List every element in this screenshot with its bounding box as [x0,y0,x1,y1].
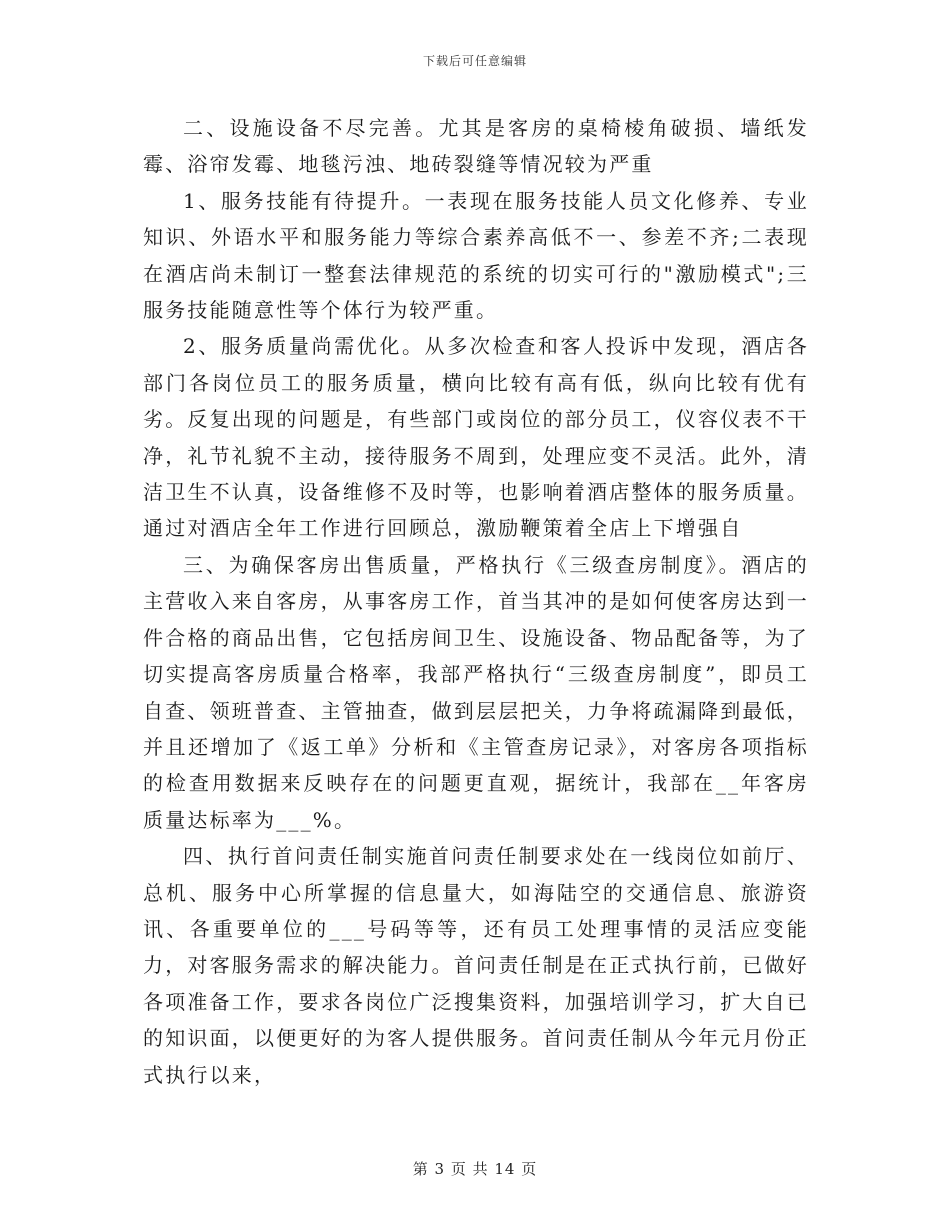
paragraph-service-quality: 2、服务质量尚需优化。从多次检查和客人投诉中发现，酒店各部门各岗位员工的服务质量，横向比较有高有低，纵向比较有优有劣。反复出现的问题是，有些部门或岗位的部分员工，仪容仪表不干净，礼节礼貌不主动，接待服务不周到，处理应变不灵活。此外，清洁卫生不认真，设备维修不及时等，也影响着酒店整体的服务质量。通过对酒店全年工作进行回顾总，激励鞭策着全店上下增强自 [143,334,809,541]
paragraph-room-inspection: 三、为确保客房出售质量，严格执行《三级查房制度》。酒店的主营收入来自客房，从事客房工作，首当其冲的是如何使客房达到一件合格的商品出售，它包括房间卫生、设施设备、物品配备等，为了切实提高客房质量合格率，我部严格执行“三级查房制度”，即员工自查、领班普查、主管抽查，做到层层把关，力争将疏漏降到最低，并且还增加了《返工单》分析和《主管查房记录》，对客房各项指标的检查用数据来反映存在的问题更直观，据统计，我部在__年客房质量达标率为___%。 [143,552,809,832]
page-header: 下载后可任意编辑 [422,54,527,68]
paragraph-service-skills: 1、服务技能有待提升。一表现在服务技能人员文化修养、专业知识、外语水平和服务能力等综合素养高低不一、参差不齐;二表现在酒店尚未制订一整套法律规范的系统的切实可行的"激励模式";三服务技能随意性等个体行为较严重。 [143,188,809,323]
paragraph-facilities: 二、设施设备不尽完善。尤其是客房的桌椅棱角破损、墙纸发霉、浴帘发霉、地毯污浊、地砖裂缝等情况较为严重 [143,116,809,177]
paragraph-first-inquiry: 四、执行首问责任制实施首问责任制要求处在一线岗位如前厅、总机、服务中心所掌握的信息量大，如海陆空的交通信息、旅游资讯、各重要单位的___号码等等，还有员工处理事情的灵活应变能力，对客服务需求的解决能力。首问责任制是在正式执行前，已做好各项准备工作，要求各岗位广泛搜集资料，加强培训学习，扩大自已的知识面，以便更好的为客人提供服务。首问责任制从今年元月份正式执行以来， [143,844,809,1087]
page-number: 第 3 页 共 14 页 [412,1160,538,1178]
document-body [143,110,809,1093]
